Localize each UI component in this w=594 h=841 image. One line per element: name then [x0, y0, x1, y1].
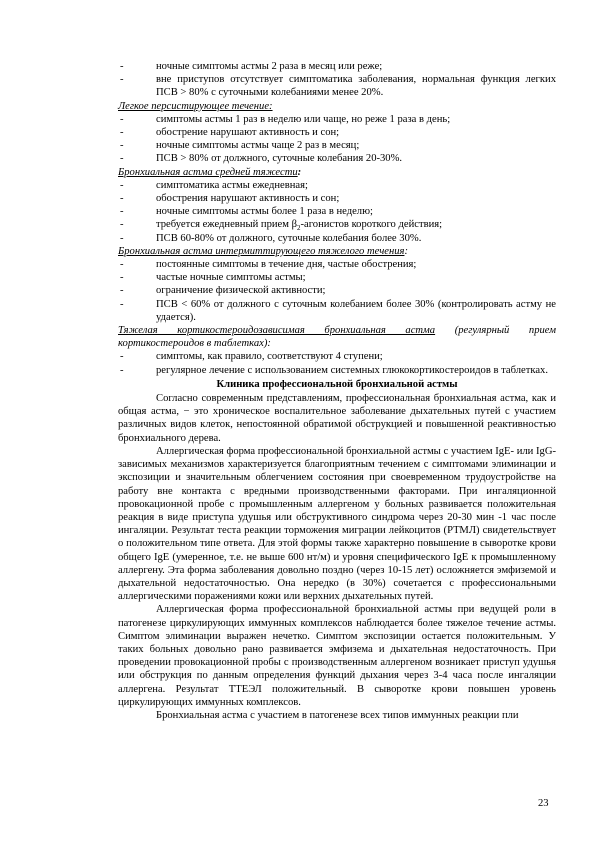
list-item-text	[156, 219, 443, 233]
list-item	[118, 73, 556, 99]
paragraph: Аллергическая форма профессиональной бронхиальной астмы при ведущей роли в патогенезе циркулирующих иммунных комплексов наблюдается более тяжелое течение астмы. Симптом элиминации выражен нечетко. Симптом экспозиции остается положительным. У таких больных довольно рано развивается эмфизема и дыхательная недостаточность. При проведении провокационной пробы с производственным аллергеном возникает приступ удушья или обструкция по данным определения функций дыхания через 3-4 часа после ингаляции аллергена. Результат ТТЕЭЛ положительный. В сыворотке крови повышен уровень циркулирующих иммунных комплексов.	[118, 604, 556, 708]
bullet-dash: -	[120, 351, 124, 363]
bullet-dash: -	[120, 113, 124, 125]
list-item	[118, 126, 556, 139]
list-item-text: ночные симптомы астмы чаще 2 раз в месяц;	[156, 140, 360, 152]
bullet-dash: -	[120, 219, 124, 231]
list-item-text: ПСВ > 80% от должного, суточные колебания 20-30%.	[156, 153, 403, 165]
bullet-dash: -	[120, 272, 124, 284]
list-item-text: обострение нарушают активность и сон;	[156, 127, 340, 139]
list-item-text: ПСВ 60-80% от должного, суточные колебания более 30%.	[156, 232, 422, 244]
severe-header-suffix: :	[404, 245, 408, 257]
list-item	[118, 192, 556, 205]
list-item	[118, 139, 556, 152]
steroid-header-underlined: Тяжелая кортикостероидозависимая бронхиальная астма	[118, 325, 436, 337]
paragraph: Аллергическая форма профессиональной бронхиальной астмы с участием IgE- или IgG-зависимых механизмов характеризуется благоприятным течением с симптомами элиминации и экспозиции и значительным облегчением состояния при своевременном трудоустройстве на работу вне контакта с вредными производственными факторами. При ингаляционной провокационной пробе с промышленным аллергеном у больных развивается положительная реакция в виде приступа удушья или обструктивного синдрома через 20-30 мин -1 час после ингаляции. Результат теста реакции торможения миграции лейкоцитов (РТМЛ) свидетельствует о положительном типе ответа. Для этой формы также характерно повышение в сыворотке крови общего IgE (умеренное, т.е. не выше 600 нт/м) и уровня специфического IgE к промышленному аллергену. Эта форма заболевания довольно поздно (через 10-15 лет) осложняется эмфиземой и дыхательной недостаточностью. Она нередко (в 30%) сочетается с профессиональными аллергическими поражениями кожи или верхних дыхательных путей.	[118, 445, 556, 603]
page-number: 23	[538, 798, 549, 809]
list-item	[118, 60, 556, 73]
list-item-text: обострения нарушают активность и сон;	[156, 193, 340, 205]
beta-subscript: 2	[296, 224, 301, 233]
bullet-dash: -	[120, 61, 124, 72]
list-item-text: ночные симптомы астмы 2 раза в месяц или реже;	[156, 61, 383, 72]
bullet-dash: -	[120, 140, 124, 152]
list-item-text: вне приступов отсутствует симптоматика заболевания, нормальная функция легких ПСВ > 80% с суточными колебаниями менее 20%.	[156, 74, 556, 99]
list-item	[118, 152, 556, 165]
list-item-text: симптоматика астмы ежедневная;	[156, 179, 308, 191]
list-item-text: частые ночные симптомы астмы;	[156, 272, 306, 284]
bullet-dash: -	[120, 193, 124, 205]
beta-text-after: -агонистов короткого действия;	[300, 219, 443, 231]
list-item	[118, 232, 556, 245]
list-item	[118, 205, 556, 218]
list-item	[118, 298, 556, 324]
beta-text-before: требуется ежедневный прием β	[156, 219, 297, 231]
severe-header	[118, 245, 556, 258]
list-item	[118, 179, 556, 192]
list-item-text: ограничение физической активности;	[156, 285, 326, 297]
severe-header-text: Бронхиальная астма интермиттирующего тяжелого течения	[118, 245, 405, 257]
bullet-dash: -	[120, 285, 124, 297]
list-item-text: регулярное лечение с использованием системных глюкокортикостероидов в таблетках.	[156, 364, 548, 376]
bullet-dash: -	[120, 153, 124, 165]
bullet-dash: -	[120, 298, 124, 310]
list-item-text: постоянные симптомы в течение дня, частые обострения;	[156, 259, 417, 271]
bullet-dash: -	[120, 127, 124, 139]
paragraph: Бронхиальная астма с участием в патогенезе всех типов иммунных реакции пли	[156, 709, 519, 721]
steroid-header-rest: (регулярный прием кортикостероидов в таблетках):	[118, 325, 557, 350]
list-item	[118, 284, 556, 297]
paragraph: Согласно современным представлениям, профессиональная бронхиальная астма, как и общая астма, − это хроническое воспалительное заболевание дыхательных путей с участием различных видов клеток, непостоянной обратимой обструкцией и повышенной реактивностью бронхиального дерева.	[118, 393, 556, 444]
list-item	[118, 258, 556, 271]
mild-persistent-header: Легкое персистирующее течение:	[118, 100, 273, 112]
bullet-dash: -	[120, 206, 124, 218]
list-item	[118, 218, 556, 231]
list-item	[118, 271, 556, 284]
moderate-header-suffix: :	[297, 166, 302, 178]
moderate-header	[118, 166, 556, 179]
section-title: Клиника профессиональной бронхиальной астмы	[216, 378, 458, 390]
bullet-dash: -	[120, 232, 124, 244]
list-item	[118, 113, 556, 126]
list-item-text: симптомы, как правило, соответствуют 4 ступени;	[156, 351, 383, 363]
list-item	[118, 364, 556, 377]
steroid-header	[118, 324, 556, 350]
moderate-header-text: Бронхиальная астма средней тяжести	[118, 166, 298, 178]
list-item-text: симптомы астмы 1 раз в неделю или чаще, но реже 1 раза в день;	[156, 113, 451, 125]
bullet-dash: -	[120, 259, 124, 271]
list-item-text: ночные симптомы астмы более 1 раза в неделю;	[156, 206, 373, 218]
page-content	[118, 60, 556, 722]
bullet-dash: -	[120, 179, 124, 191]
list-item-text: ПСВ < 60% от должного с суточным колебанием более 30% (контролировать астму не удается).	[156, 298, 556, 323]
bullet-dash: -	[120, 74, 124, 86]
bullet-dash: -	[120, 364, 124, 376]
list-item	[118, 350, 556, 363]
